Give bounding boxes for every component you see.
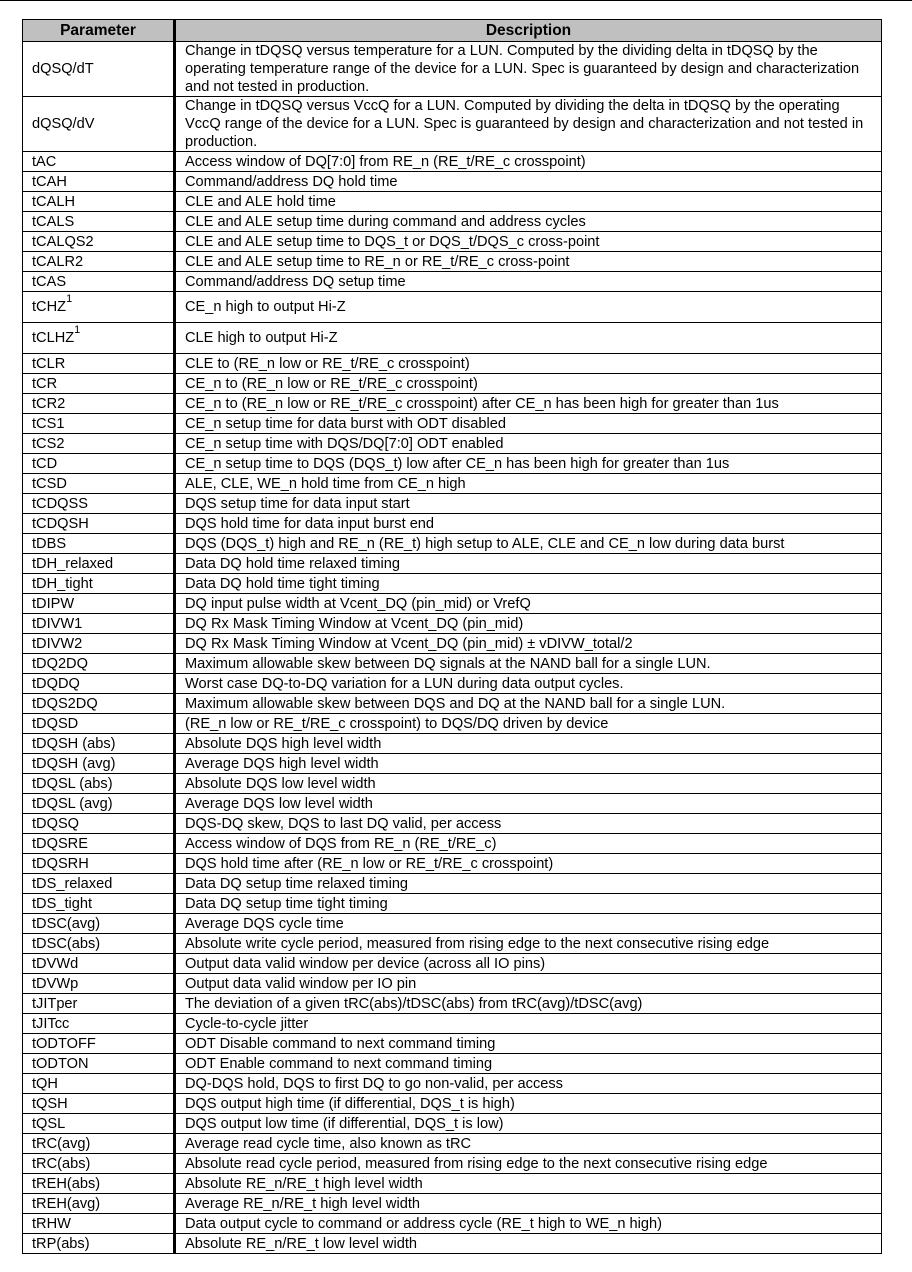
description-cell: DQ input pulse width at Vcent_DQ (pin_mid) or VrefQ: [175, 594, 882, 614]
description-cell: Data DQ setup time tight timing: [175, 894, 882, 914]
description-cell: Maximum allowable skew between DQS and DQ at the NAND ball for a single LUN.: [175, 694, 882, 714]
parameter-cell: [23, 714, 175, 734]
parameter-name: tCDQSH: [32, 515, 89, 532]
parameter-cell: [23, 754, 175, 774]
parameter-cell: [23, 574, 175, 594]
description-cell: Access window of DQ[7:0] from RE_n (RE_t/RE_c crosspoint): [175, 152, 882, 172]
table-row: [23, 42, 882, 97]
parameter-cell: [23, 1014, 175, 1034]
parameter-cell: [23, 914, 175, 934]
parameter-cell: [23, 97, 175, 152]
description-cell: Command/address DQ setup time: [175, 272, 882, 292]
description-cell: ALE, CLE, WE_n hold time from CE_n high: [175, 474, 882, 494]
description-cell: Data DQ hold time tight timing: [175, 574, 882, 594]
parameter-name: tCALS: [32, 213, 75, 230]
description-cell: CE_n to (RE_n low or RE_t/RE_c crosspoint): [175, 374, 882, 394]
parameter-name: tCALQS2: [32, 233, 94, 250]
table-row: [23, 954, 882, 974]
parameter-cell: [23, 654, 175, 674]
parameter-cell: [23, 42, 175, 97]
description-cell: Absolute DQS high level width: [175, 734, 882, 754]
parameter-name: tJITcc: [32, 1015, 70, 1032]
table-row: [23, 494, 882, 514]
description-cell: CE_n setup time to DQS (DQS_t) low after CE_n has been high for greater than 1us: [175, 454, 882, 474]
description-cell: Average DQS cycle time: [175, 914, 882, 934]
description-cell: CE_n to (RE_n low or RE_t/RE_c crosspoint) after CE_n has been high for greater than 1us: [175, 394, 882, 414]
parameter-cell: [23, 874, 175, 894]
parameter-name: tODTON: [32, 1055, 89, 1072]
parameter-name: tDQSL (abs): [32, 775, 113, 792]
timing-parameter-table: [22, 19, 882, 1254]
parameter-cell: [23, 152, 175, 172]
parameter-name: tDQS2DQ: [32, 695, 98, 712]
table-row: [23, 814, 882, 834]
parameter-cell: [23, 434, 175, 454]
parameter-name: tDIVW2: [32, 635, 83, 652]
table-row: [23, 714, 882, 734]
parameter-name: tCR: [32, 375, 58, 392]
table-row: [23, 1134, 882, 1154]
parameter-cell: [23, 854, 175, 874]
description-cell: Average read cycle time, also known as tRC: [175, 1134, 882, 1154]
parameter-name: tCAS: [32, 273, 67, 290]
parameter-name: tDSC(avg): [32, 915, 101, 932]
description-cell: CLE and ALE setup time during command and address cycles: [175, 212, 882, 232]
parameter-name: tQSH: [32, 1095, 68, 1112]
table-row: [23, 1074, 882, 1094]
parameter-cell: [23, 554, 175, 574]
description-cell: Absolute RE_n/RE_t low level width: [175, 1234, 882, 1254]
parameter-cell: [23, 834, 175, 854]
description-cell: Absolute DQS low level width: [175, 774, 882, 794]
table-row: [23, 834, 882, 854]
parameter-cell: [23, 172, 175, 192]
parameter-cell: [23, 232, 175, 252]
table-row: [23, 734, 882, 754]
description-cell: CLE high to output Hi-Z: [175, 323, 882, 354]
parameter-name: tDQSL (avg): [32, 795, 113, 812]
table-row: [23, 594, 882, 614]
description-cell: ODT Enable command to next command timing: [175, 1054, 882, 1074]
description-cell: DQ Rx Mask Timing Window at Vcent_DQ (pin_mid): [175, 614, 882, 634]
description-cell: Average RE_n/RE_t high level width: [175, 1194, 882, 1214]
parameter-name: tDQSQ: [32, 815, 80, 832]
parameter-name: tDQSRH: [32, 855, 89, 872]
parameter-cell: [23, 774, 175, 794]
parameter-cell: [23, 212, 175, 232]
table-row: [23, 97, 882, 152]
table-row: [23, 1174, 882, 1194]
description-cell: Average DQS low level width: [175, 794, 882, 814]
parameter-name: tDQSRE: [32, 835, 88, 852]
description-cell: CLE and ALE setup time to DQS_t or DQS_t/DQS_c cross-point: [175, 232, 882, 252]
description-cell: DQS-DQ skew, DQS to last DQ valid, per access: [175, 814, 882, 834]
parameter-name: tCDQSS: [32, 495, 88, 512]
description-cell: DQS setup time for data input start: [175, 494, 882, 514]
table-row: [23, 994, 882, 1014]
parameter-cell: [23, 634, 175, 654]
table-row: [23, 694, 882, 714]
parameter-cell: [23, 252, 175, 272]
parameter-name: tDQSH (abs): [32, 735, 116, 752]
parameter-cell: [23, 1054, 175, 1074]
table-row: [23, 1154, 882, 1174]
parameter-name: tDIPW: [32, 595, 75, 612]
parameter-name: tCSD: [32, 475, 67, 492]
description-cell: DQS hold time after (RE_n low or RE_t/RE_c crosspoint): [175, 854, 882, 874]
table-row: [23, 212, 882, 232]
parameter-name: tCR2: [32, 395, 66, 412]
parameter-cell: [23, 894, 175, 914]
parameter-cell: [23, 814, 175, 834]
parameter-cell: [23, 794, 175, 814]
parameter-cell: [23, 594, 175, 614]
table-row: [23, 674, 882, 694]
table-row: [23, 1054, 882, 1074]
parameter-name: tRP(abs): [32, 1235, 90, 1252]
table-row: [23, 754, 882, 774]
parameter-name: tQSL: [32, 1115, 66, 1132]
table-row: [23, 1094, 882, 1114]
table-row: [23, 554, 882, 574]
table-row: [23, 1234, 882, 1254]
footnote-marker: 1: [66, 293, 73, 306]
parameter-name: tDVWp: [32, 975, 79, 992]
table-header-row: [23, 20, 882, 42]
table-row: [23, 934, 882, 954]
parameter-cell: [23, 1114, 175, 1134]
parameter-cell: [23, 272, 175, 292]
parameter-name: tCAH: [32, 173, 67, 190]
parameter-cell: [23, 614, 175, 634]
parameter-name: tDH_tight: [32, 575, 93, 592]
parameter-name: tDIVW1: [32, 615, 83, 632]
parameter-cell: [23, 954, 175, 974]
table-row: [23, 1214, 882, 1234]
parameter-name: tCALH: [32, 193, 75, 210]
table-row: [23, 152, 882, 172]
parameter-cell: [23, 974, 175, 994]
table-row: [23, 394, 882, 414]
table-row: [23, 1114, 882, 1134]
table-row: [23, 974, 882, 994]
parameter-cell: [23, 674, 175, 694]
parameter-name: tCHZ: [32, 299, 67, 315]
description-cell: CE_n setup time with DQS/DQ[7:0] ODT enabled: [175, 434, 882, 454]
parameter-name: tCLHZ: [32, 330, 75, 346]
table-row: [23, 854, 882, 874]
description-cell: Average DQS high level width: [175, 754, 882, 774]
parameter-name: tDS_tight: [32, 895, 93, 912]
description-cell: Data DQ hold time relaxed timing: [175, 554, 882, 574]
table-row: [23, 914, 882, 934]
description-cell: Change in tDQSQ versus temperature for a LUN. Computed by the dividing delta in tDQSQ by the operating temperature range of the device for a LUN. Spec is guaranteed by design and characterization and not tested in production.: [175, 42, 882, 97]
table-row: [23, 654, 882, 674]
table-row: [23, 874, 882, 894]
table-row: [23, 354, 882, 374]
parameter-cell: [23, 1094, 175, 1114]
description-cell: Data output cycle to command or address cycle (RE_t high to WE_n high): [175, 1214, 882, 1234]
table-row: [23, 454, 882, 474]
parameter-name: tDQSH (avg): [32, 755, 116, 772]
table-row: [23, 374, 882, 394]
description-cell: DQ Rx Mask Timing Window at Vcent_DQ (pin_mid) ± vDIVW_total/2: [175, 634, 882, 654]
parameter-name: tCS2: [32, 435, 65, 452]
parameter-cell: [23, 1154, 175, 1174]
parameter-name: tDQ2DQ: [32, 655, 88, 672]
description-cell: Absolute read cycle period, measured from rising edge to the next consecutive rising edge: [175, 1154, 882, 1174]
description-cell: Access window of DQS from RE_n (RE_t/RE_c): [175, 834, 882, 854]
table-row: [23, 434, 882, 454]
parameter-name: tCD: [32, 455, 58, 472]
description-cell: Worst case DQ-to-DQ variation for a LUN during data output cycles.: [175, 674, 882, 694]
parameter-name: tJITper: [32, 995, 78, 1012]
parameter-cell: [23, 192, 175, 212]
table-row: [23, 252, 882, 272]
description-cell: DQS output high time (if differential, DQS_t is high): [175, 1094, 882, 1114]
description-cell: CLE and ALE setup time to RE_n or RE_t/RE_c cross-point: [175, 252, 882, 272]
description-cell: (RE_n low or RE_t/RE_c crosspoint) to DQS/DQ driven by device: [175, 714, 882, 734]
parameter-name: tCLR: [32, 355, 66, 372]
table-row: [23, 192, 882, 212]
parameter-cell: [23, 454, 175, 474]
parameter-cell: [23, 414, 175, 434]
description-cell: CLE to (RE_n low or RE_t/RE_c crosspoint): [175, 354, 882, 374]
table-row: [23, 414, 882, 434]
parameter-name: tDQDQ: [32, 675, 80, 692]
parameter-cell: [23, 292, 175, 323]
parameter-cell: [23, 1174, 175, 1194]
table-row: [23, 614, 882, 634]
parameter-name: tAC: [32, 153, 57, 170]
table-row: [23, 272, 882, 292]
table-row: [23, 514, 882, 534]
description-cell: Cycle-to-cycle jitter: [175, 1014, 882, 1034]
parameter-name: tREH(avg): [32, 1195, 101, 1212]
page-top-rule: [0, 0, 912, 1]
parameter-cell: [23, 474, 175, 494]
parameter-name: tRC(avg): [32, 1135, 91, 1152]
table-row: [23, 1194, 882, 1214]
parameter-name: tDH_relaxed: [32, 555, 114, 572]
description-cell: Output data valid window per device (across all IO pins): [175, 954, 882, 974]
parameter-name: tDS_relaxed: [32, 875, 113, 892]
description-cell: Output data valid window per IO pin: [175, 974, 882, 994]
table-row: [23, 323, 882, 354]
parameter-cell: [23, 323, 175, 354]
parameter-name: dQSQ/dV: [32, 116, 95, 132]
parameter-name: tODTOFF: [32, 1035, 96, 1052]
table-row: [23, 534, 882, 554]
parameter-name: tCALR2: [32, 253, 84, 270]
description-cell: CE_n setup time for data burst with ODT disabled: [175, 414, 882, 434]
parameter-name: tREH(abs): [32, 1175, 101, 1192]
parameter-name: tDQSD: [32, 715, 79, 732]
parameter-cell: [23, 1134, 175, 1154]
description-cell: Absolute write cycle period, measured from rising edge to the next consecutive rising edge: [175, 934, 882, 954]
description-cell: The deviation of a given tRC(abs)/tDSC(abs) from tRC(avg)/tDSC(avg): [175, 994, 882, 1014]
parameter-name: tRHW: [32, 1215, 71, 1232]
description-cell: CLE and ALE hold time: [175, 192, 882, 212]
description-cell: DQS output low time (if differential, DQS_t is low): [175, 1114, 882, 1134]
description-cell: Command/address DQ hold time: [175, 172, 882, 192]
footnote-marker: 1: [74, 324, 81, 337]
parameter-name: tRC(abs): [32, 1155, 91, 1172]
table-body: [23, 42, 882, 1254]
column-header-parameter: Parameter: [23, 20, 175, 42]
parameter-name: dQSQ/dT: [32, 61, 94, 77]
parameter-cell: [23, 374, 175, 394]
table-row: [23, 1034, 882, 1054]
table-row: [23, 292, 882, 323]
column-header-description: Description: [175, 20, 882, 42]
table-row: [23, 1014, 882, 1034]
table-row: [23, 894, 882, 914]
parameter-cell: [23, 694, 175, 714]
parameter-name: tDVWd: [32, 955, 79, 972]
parameter-cell: [23, 994, 175, 1014]
table-row: [23, 774, 882, 794]
parameter-cell: [23, 1234, 175, 1254]
table-row: [23, 574, 882, 594]
parameter-cell: [23, 1034, 175, 1054]
description-cell: Absolute RE_n/RE_t high level width: [175, 1174, 882, 1194]
parameter-cell: [23, 734, 175, 754]
table-row: [23, 172, 882, 192]
table-row: [23, 634, 882, 654]
parameter-cell: [23, 514, 175, 534]
parameter-cell: [23, 1074, 175, 1094]
parameter-cell: [23, 394, 175, 414]
description-cell: Data DQ setup time relaxed timing: [175, 874, 882, 894]
description-cell: Maximum allowable skew between DQ signals at the NAND ball for a single LUN.: [175, 654, 882, 674]
parameter-cell: [23, 1194, 175, 1214]
parameter-cell: [23, 534, 175, 554]
description-cell: Change in tDQSQ versus VccQ for a LUN. Computed by dividing the delta in tDQSQ by the operating VccQ range of the device for a LUN. Spec is guaranteed by design and characterization and not tested in production.: [175, 97, 882, 152]
table-row: [23, 474, 882, 494]
parameter-cell: [23, 354, 175, 374]
parameter-cell: [23, 934, 175, 954]
description-cell: DQS hold time for data input burst end: [175, 514, 882, 534]
table-row: [23, 232, 882, 252]
parameter-name: tQH: [32, 1075, 58, 1092]
table-row: [23, 794, 882, 814]
parameter-name: tCS1: [32, 415, 65, 432]
description-cell: DQS (DQS_t) high and RE_n (RE_t) high setup to ALE, CLE and CE_n low during data burst: [175, 534, 882, 554]
parameter-cell: [23, 1214, 175, 1234]
description-cell: DQ-DQS hold, DQS to first DQ to go non-valid, per access: [175, 1074, 882, 1094]
description-cell: ODT Disable command to next command timing: [175, 1034, 882, 1054]
parameter-name: tDBS: [32, 535, 67, 552]
parameter-cell: [23, 494, 175, 514]
description-cell: CE_n high to output Hi-Z: [175, 292, 882, 323]
parameter-name: tDSC(abs): [32, 935, 101, 952]
